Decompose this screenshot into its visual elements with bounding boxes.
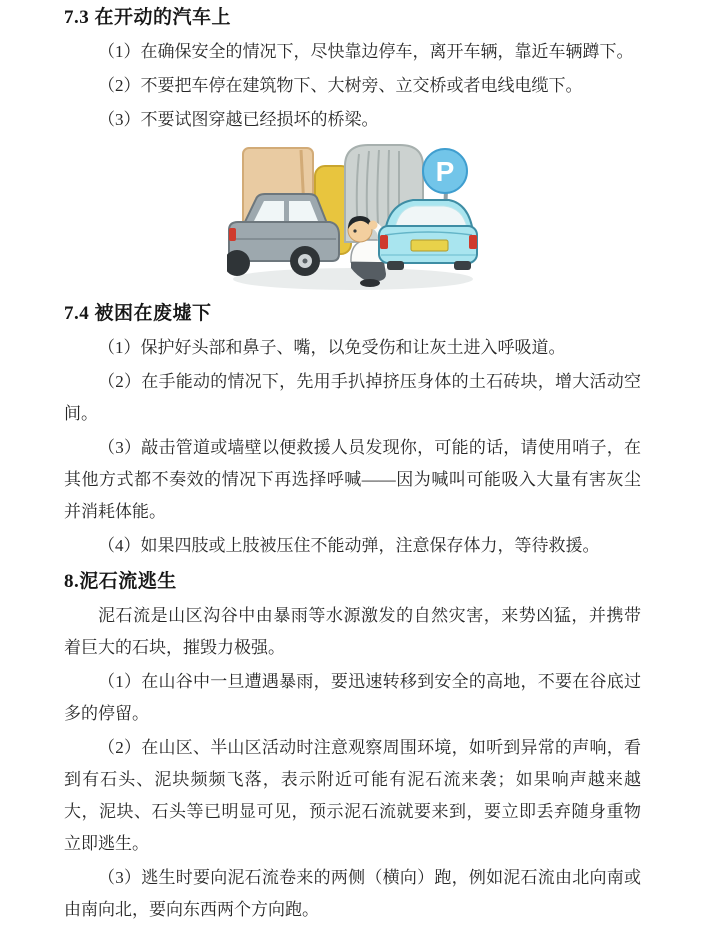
section-7-3 <box>64 6 641 136</box>
paragraph-7-3-item-2: （2）不要把车停在建筑物下、大树旁、立交桥或者电线电缆下。 <box>98 76 583 95</box>
cyan-car-icon <box>379 200 477 270</box>
paragraph-7-3-item-3: （3）不要试图穿越已经损坏的桥梁。 <box>98 110 379 129</box>
paragraph-7-4-item-2: （2）在手能动的情况下，先用手扒掉挤压身体的土石砖块，增大活动空间。 <box>64 372 641 423</box>
paragraph-7-4-item-4: （4）如果四肢或上肢被压住不能动弹，注意保存体力，等待救援。 <box>98 536 600 555</box>
parking-safety-cartoon <box>227 142 479 294</box>
paragraph-8-intro: 泥石流是山区沟谷中由暴雨等水源激发的自然灾害，来势凶猛，并携带着巨大的石块，摧毁力极强。 <box>64 606 641 657</box>
paragraph-7-4-item-3: （3）敲击管道或墙壁以便救援人员发现你，可能的话，请使用哨子，在其他方式都不奏效的情况下再选择呼喊——因为喊叫可能吸入大量有害灰尘并消耗体能。 <box>64 438 641 521</box>
section-8 <box>64 570 641 926</box>
ground-shadow <box>233 268 473 290</box>
paragraph-7-3-item-1: （1）在确保安全的情况下，尽快靠边停车，离开车辆，靠近车辆蹲下。 <box>98 42 634 61</box>
section-7-4-heading: 7.4 被困在废墟下 <box>64 303 212 324</box>
paragraph-8-item-3: （3）逃生时要向泥石流卷来的两侧（横向）跑，例如泥石流由北向南或由南向北，要向东西两个方向跑。 <box>64 868 641 919</box>
parking-safety-illustration <box>227 142 479 294</box>
parking-sign-letter: P <box>435 156 454 187</box>
section-7-4 <box>64 302 641 562</box>
paragraph-8-item-2: （2）在山区、半山区活动时注意观察周围环境，如听到异常的声响，看到有石头、泥块频频飞落，表示附近可能有泥石流来袭；如果响声越来越大，泥块、石头等已明显可见，预示泥石流就要来到，要立即丢弃随身重物立即逃生。 <box>64 738 641 853</box>
license-plate <box>411 240 448 251</box>
section-8-heading: 8.泥石流逃生 <box>64 571 177 592</box>
paragraph-7-4-item-1: （1）保护好头部和鼻子、嘴，以免受伤和让灰土进入呼吸道。 <box>98 338 566 357</box>
paragraph-8-item-1: （1）在山谷中一旦遭遇暴雨，要迅速转移到安全的高地，不要在谷底过多的停留。 <box>64 672 641 723</box>
section-7-3-heading: 7.3 在开动的汽车上 <box>64 7 232 28</box>
